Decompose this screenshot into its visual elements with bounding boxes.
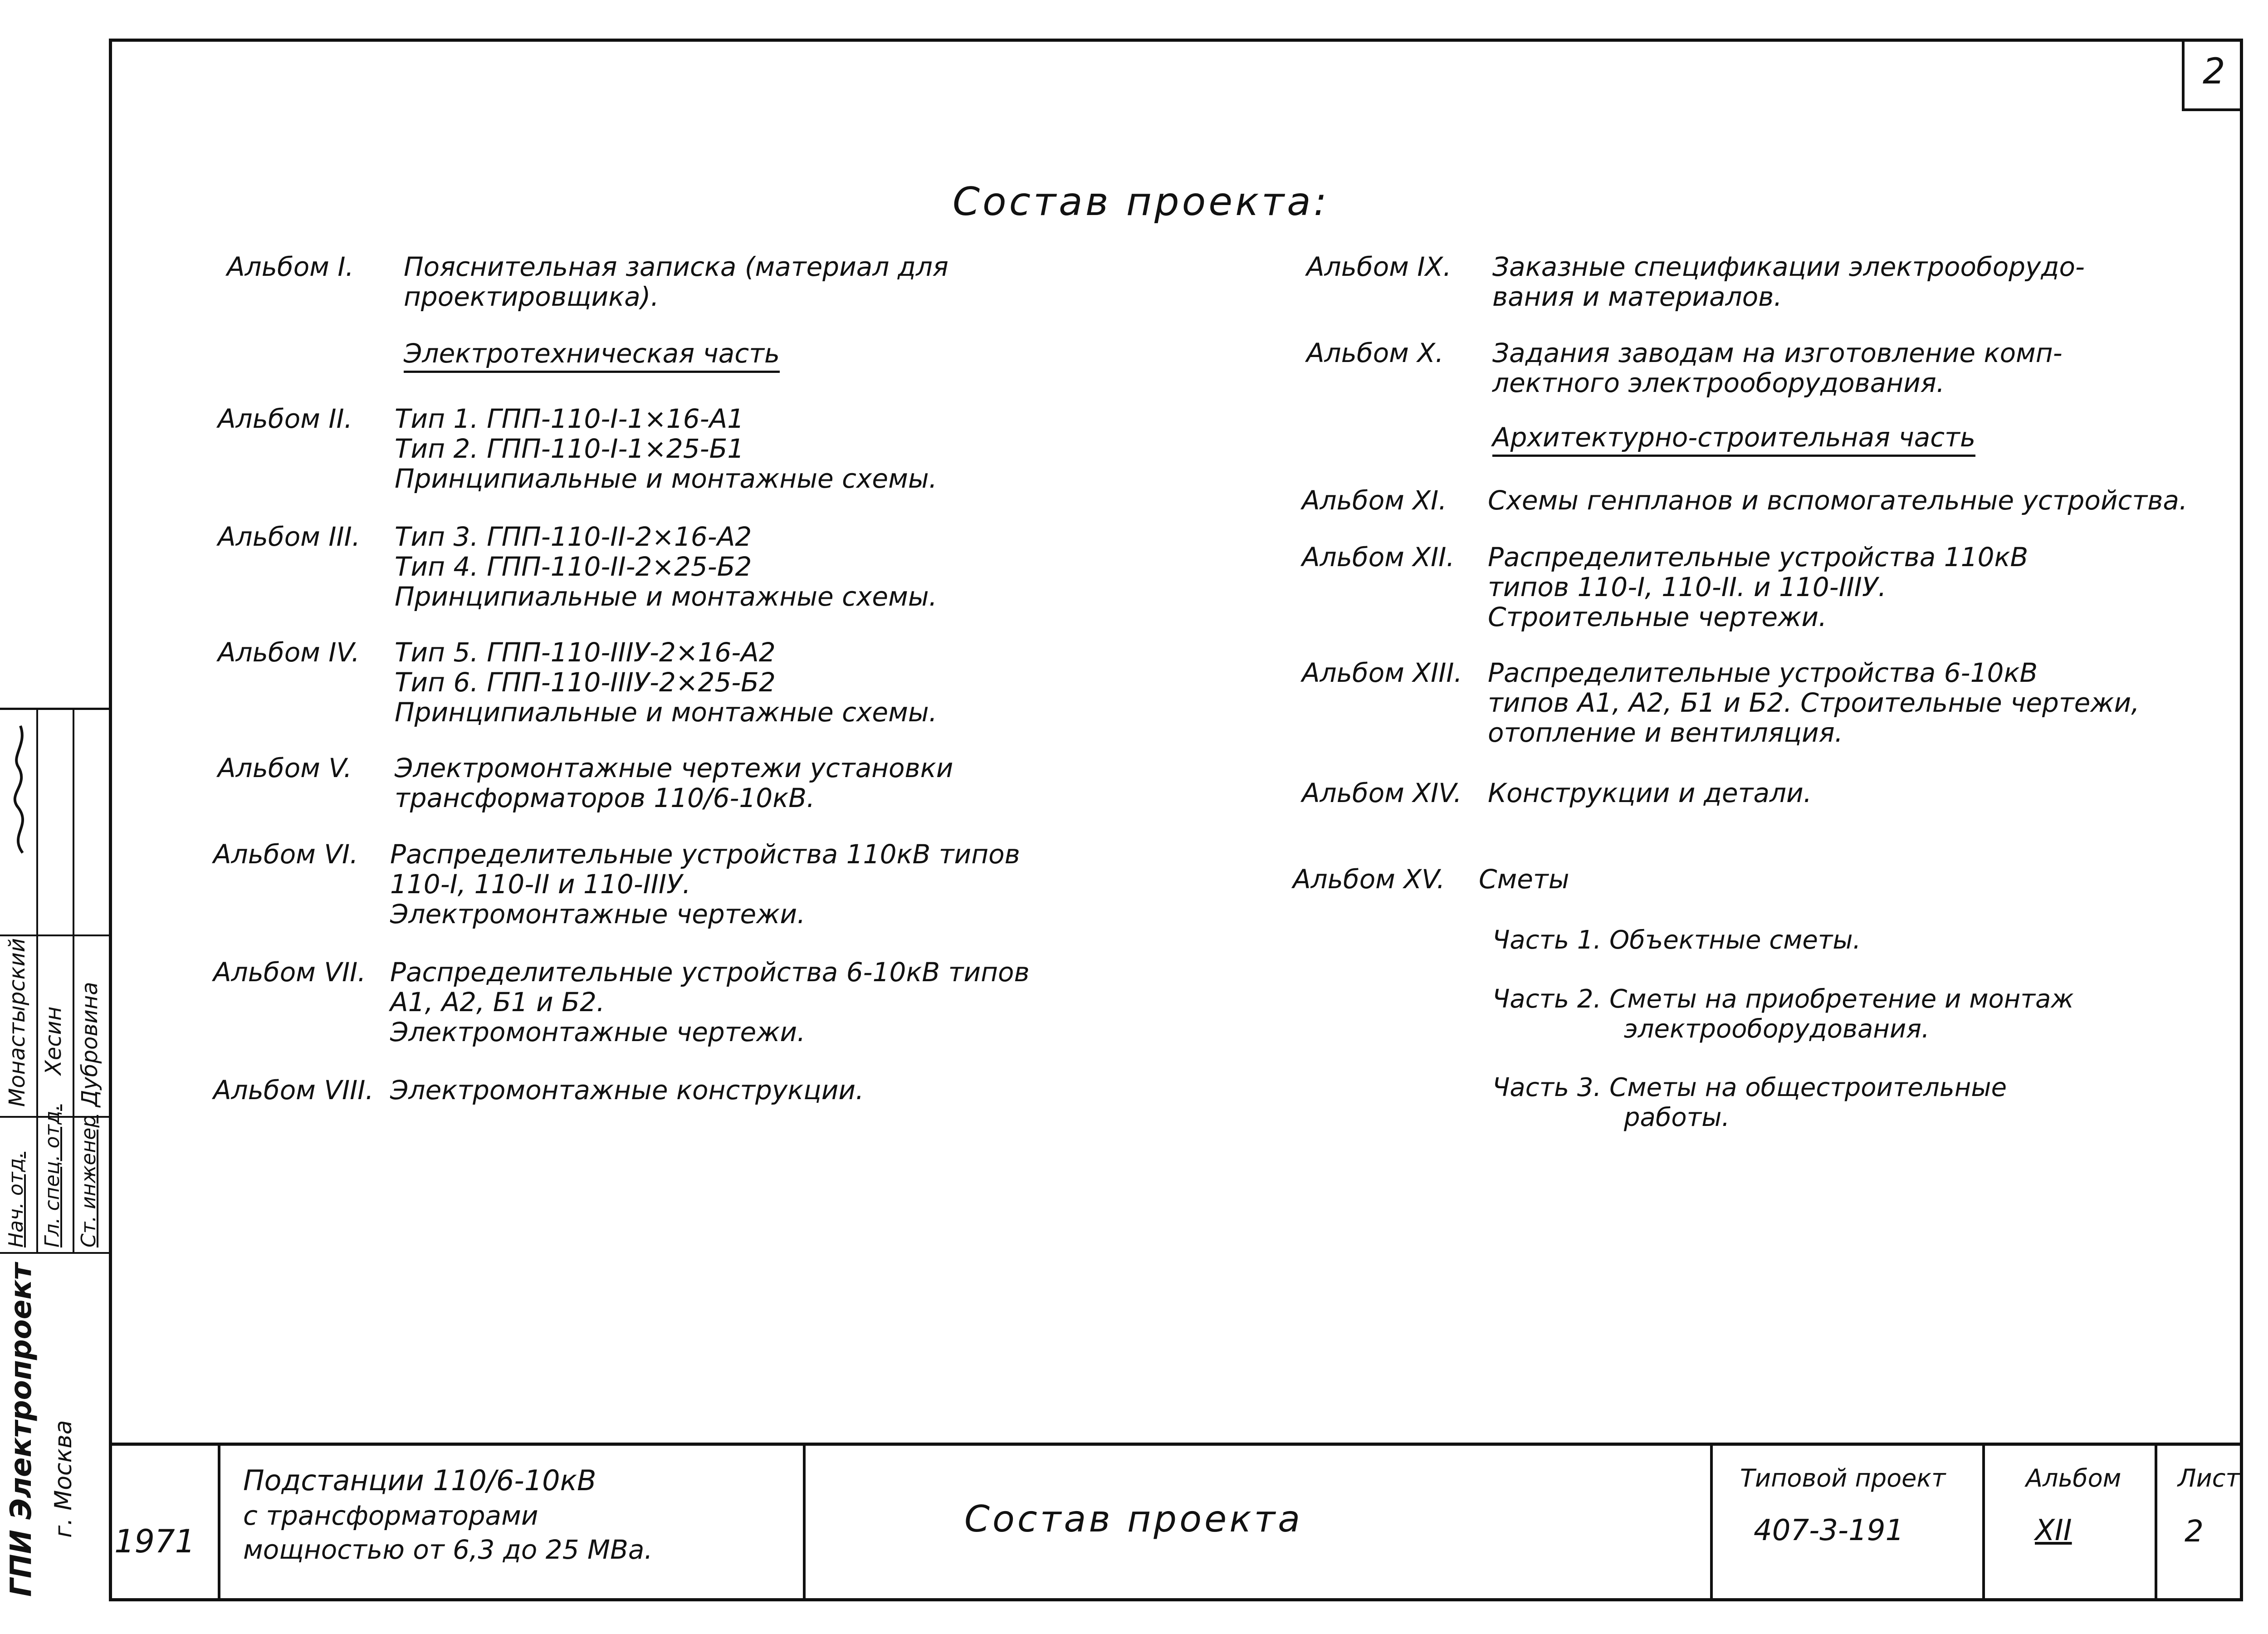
- object-cell: [218, 1446, 803, 1601]
- left-entry-line: А1, А2, Б1 и Б2.: [390, 987, 605, 1018]
- left-entry-line: Принципиальные и монтажные схемы.: [395, 463, 938, 494]
- right-entry-line: типов 110-I, 110-II. и 110-IIIУ.: [1488, 572, 1887, 602]
- right-album-label: Альбом XV.: [1293, 864, 1445, 895]
- left-album-label: Альбом VI.: [213, 839, 358, 870]
- album-label: Альбом: [2026, 1464, 2121, 1492]
- side-role-2: Гл. спец. отд.: [41, 1104, 64, 1248]
- left-entry-line: Тип 5. ГПП-110-IIIУ-2×16-А2: [395, 637, 776, 668]
- left-entry-line: Распределительные устройства 110кВ типов: [390, 839, 1020, 870]
- album-cell: [1982, 1446, 2155, 1601]
- estimate-part: [1492, 925, 1861, 955]
- object-line-1: Подстанции 110/6-10кВ: [243, 1464, 596, 1497]
- left-entry-line: Электромонтажные чертежи.: [390, 1017, 806, 1047]
- left-entry-line: Тип 4. ГПП-110-II-2×25-Б2: [395, 551, 752, 582]
- left-entry-line: Электромонтажные конструкции.: [390, 1075, 864, 1106]
- left-album-label: Альбом VIII.: [213, 1075, 374, 1106]
- right-entry-line: типов А1, А2, Б1 и Б2. Строительные чертежи,: [1488, 687, 2140, 718]
- side-stamp-hline-1: [0, 934, 109, 936]
- left-entry-line: Тип 6. ГПП-110-IIIУ-2×25-Б2: [395, 667, 776, 698]
- object-line-2: с трансформаторами: [243, 1500, 538, 1531]
- sheet-cell: [2155, 1446, 2243, 1601]
- doc-title: Состав проекта: [964, 1498, 1303, 1540]
- right-album-label: Альбом IX.: [1306, 251, 1452, 282]
- right-entry-line: Сметы: [1479, 864, 1569, 895]
- left-entry-line: 110-I, 110-II и 110-IIIУ.: [390, 869, 691, 900]
- type-project-value: 407-3-191: [1754, 1514, 1904, 1547]
- left-entry-line: Электромонтажные чертежи установки: [395, 753, 953, 783]
- estimate-part: [1492, 984, 2074, 1044]
- right-entry-line: лектного электрооборудования.: [1492, 367, 1945, 398]
- side-city: г. Москва: [50, 1420, 77, 1538]
- right-album-label: Альбом XI.: [1302, 485, 1447, 516]
- left-entry-line: Электромонтажные чертежи.: [390, 899, 806, 930]
- sheet-number: 2: [2203, 51, 2225, 92]
- sheet-value: 2: [2185, 1514, 2204, 1549]
- left-entry-line: трансформаторов 110/6-10кВ.: [395, 783, 815, 813]
- left-entry-line: Тип 1. ГПП-110-I-1×16-А1: [395, 403, 744, 434]
- side-org: ГПИ Электропроект: [5, 1263, 38, 1597]
- object-line-3: мощностью от 6,3 до 25 МВа.: [243, 1534, 653, 1565]
- estimate-part-line: работы.: [1624, 1103, 1730, 1132]
- left-album-label: Альбом II.: [218, 403, 353, 434]
- left-entry-line: Принципиальные и монтажные схемы.: [395, 697, 938, 728]
- right-album-label: Альбом XIV.: [1302, 778, 1462, 808]
- estimate-part-line: Часть 1. Объектные сметы.: [1492, 925, 1861, 955]
- estimate-part-line: Часть 3. Сметы на общестроительные: [1492, 1073, 2007, 1102]
- side-stamp-hline-3: [0, 1252, 109, 1254]
- doc-title-cell: [803, 1446, 1710, 1601]
- estimate-part: [1492, 1073, 2007, 1133]
- side-stamp-divider-1: [36, 708, 38, 1252]
- side-role-1: Нач. отд.: [5, 1152, 28, 1248]
- sheet-number-box: [2182, 39, 2243, 111]
- left-album-label: Альбом V.: [218, 753, 352, 783]
- side-role-3: Ст. инженер: [77, 1115, 100, 1248]
- left-album-label: Альбом III.: [218, 521, 361, 552]
- right-entry-line: Задания заводам на изготовление комп-: [1492, 338, 2063, 368]
- side-stamp-divider-2: [73, 708, 74, 1252]
- left-entry-line: Распределительные устройства 6-10кВ типов: [390, 957, 1030, 988]
- left-entry-line: Тип 2. ГПП-110-I-1×25-Б1: [395, 433, 744, 464]
- type-project-label: Типовой проект: [1740, 1464, 1946, 1492]
- right-album-label: Альбом X.: [1306, 338, 1444, 368]
- right-album-label: Альбом XIII.: [1302, 657, 1462, 688]
- estimate-part-line: Часть 2. Сметы на приобретение и монтаж: [1492, 984, 2074, 1014]
- right-entry-line: вания и материалов.: [1492, 281, 1782, 312]
- side-name-2: Хесин: [41, 1006, 66, 1075]
- year: 1971: [114, 1523, 196, 1560]
- left-album-label: Альбом VII.: [213, 957, 366, 988]
- left-album-label: Альбом I.: [227, 251, 354, 282]
- year-cell: [109, 1446, 218, 1601]
- side-name-3: Дубровина: [77, 982, 103, 1107]
- left-entry-line: Принципиальные и монтажные схемы.: [395, 581, 938, 612]
- sheet-label: Лист: [2178, 1464, 2240, 1492]
- right-entry-line: Схемы генпланов и вспомогательные устройства.: [1488, 485, 2188, 516]
- right-entry-line: Распределительные устройства 110кВ: [1488, 542, 2028, 572]
- side-stamp: [0, 708, 109, 1601]
- right-entry-line: Заказные спецификации электрооборудо-: [1492, 251, 2085, 282]
- signature-icon: [5, 717, 36, 862]
- album-value: XII: [2035, 1514, 2072, 1547]
- right-album-label: Альбом XII.: [1302, 542, 1455, 572]
- side-name-1: Монастырский: [5, 938, 30, 1107]
- left-entry-line: Пояснительная записка (материал для: [404, 251, 948, 282]
- estimate-part-line: электрооборудования.: [1624, 1014, 1930, 1044]
- type-project-cell: [1710, 1446, 1982, 1601]
- right-entry-line: Конструкции и детали.: [1488, 778, 1812, 808]
- left-entry-line: Тип 3. ГПП-110-II-2×16-А2: [395, 521, 752, 552]
- section-electro: Электротехническая часть: [404, 338, 780, 373]
- right-entry-line: Строительные чертежи.: [1488, 602, 1827, 632]
- right-entry-line: Распределительные устройства 6-10кВ: [1488, 657, 2038, 688]
- left-album-label: Альбом IV.: [218, 637, 360, 668]
- page-title: Состав проекта:: [953, 179, 1330, 225]
- left-entry-line: проектировщика).: [404, 281, 659, 312]
- title-block: [109, 1443, 2243, 1601]
- right-entry-line: отопление и вентиляция.: [1488, 717, 1843, 748]
- section-arch: Архитектурно-строительная часть: [1492, 422, 1975, 457]
